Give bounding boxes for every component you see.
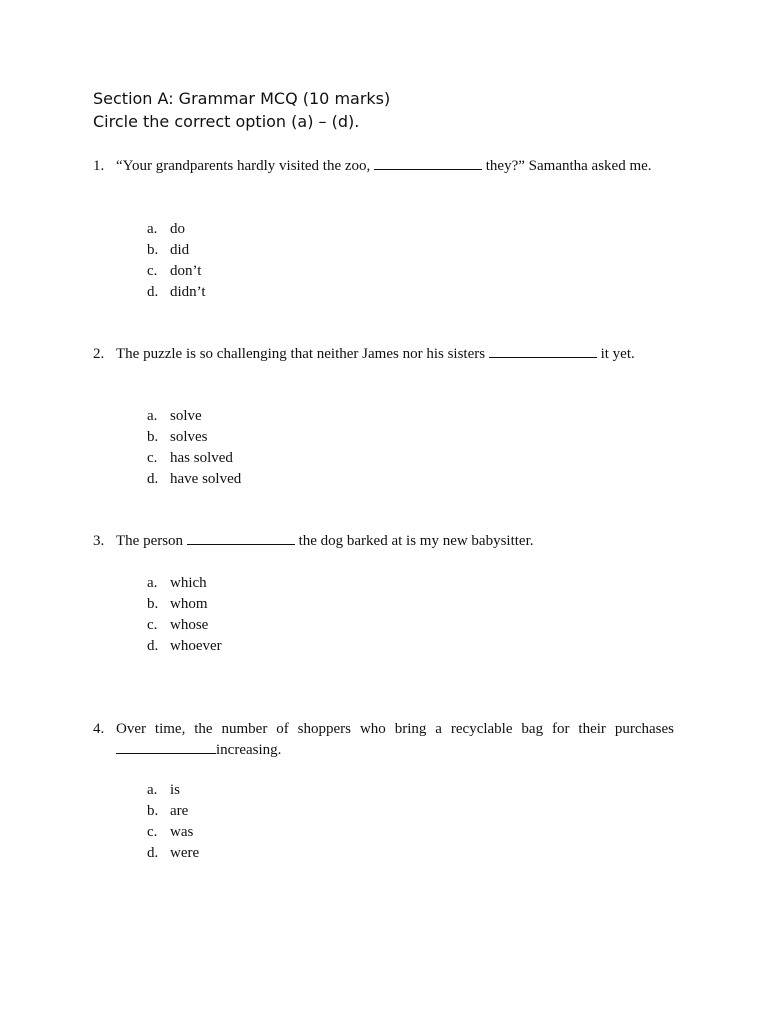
option-c[interactable] [147, 822, 199, 843]
question-3-options [147, 573, 222, 657]
question-1 [93, 156, 674, 177]
option-letter: c. [147, 263, 158, 279]
question-number: 1. [93, 158, 105, 174]
option-letter: c. [147, 824, 158, 840]
question-1-options [147, 219, 206, 303]
question-text [116, 531, 674, 552]
option-c[interactable] [147, 615, 222, 636]
option-letter: a. [147, 221, 158, 237]
option-text: whose [170, 617, 209, 633]
option-letter: b. [147, 242, 159, 258]
option-a[interactable] [147, 406, 241, 427]
question-text-after: it yet. [596, 346, 635, 362]
option-letter: d. [147, 845, 159, 861]
option-b[interactable] [147, 801, 199, 822]
option-text: solve [170, 408, 202, 424]
option-d[interactable] [147, 469, 241, 490]
question-number: 2. [93, 346, 105, 362]
question-3 [93, 531, 674, 552]
option-c[interactable] [147, 261, 206, 282]
option-text: whoever [170, 638, 222, 654]
question-4 [93, 719, 674, 761]
question-2-options [147, 406, 241, 490]
option-letter: a. [147, 408, 158, 424]
option-a[interactable] [147, 573, 222, 594]
question-text [116, 344, 674, 365]
option-d[interactable] [147, 843, 199, 864]
answer-blank [187, 531, 295, 545]
option-letter: d. [147, 638, 159, 654]
option-letter: a. [147, 782, 158, 798]
answer-blank [116, 740, 216, 754]
option-text: which [170, 575, 207, 591]
question-text [116, 156, 674, 177]
option-letter: b. [147, 596, 159, 612]
option-text: did [170, 242, 190, 258]
option-text: solves [170, 429, 208, 445]
option-text: whom [170, 596, 208, 612]
option-b[interactable] [147, 594, 222, 615]
question-text-before: The puzzle is so challenging that neither James nor his sisters [116, 346, 489, 362]
option-text: do [170, 221, 185, 237]
question-4-options [147, 780, 199, 864]
option-text: are [170, 803, 189, 819]
option-text: is [170, 782, 181, 798]
option-letter: c. [147, 450, 158, 466]
question-text-after: the dog barked at is my new babysitter. [294, 533, 534, 549]
option-d[interactable] [147, 636, 222, 657]
question-text [116, 719, 674, 761]
option-letter: d. [147, 471, 159, 487]
option-letter: a. [147, 575, 158, 591]
option-c[interactable] [147, 448, 241, 469]
section-title: Section A: Grammar MCQ (10 marks) [93, 89, 391, 108]
question-number: 4. [93, 721, 105, 737]
option-a[interactable] [147, 780, 199, 801]
option-d[interactable] [147, 282, 206, 303]
question-number: 3. [93, 533, 105, 549]
option-a[interactable] [147, 219, 206, 240]
question-text-before: The person [116, 533, 187, 549]
option-letter: d. [147, 284, 159, 300]
option-text: has solved [170, 450, 233, 466]
answer-blank [374, 156, 482, 170]
option-text: didn’t [170, 284, 206, 300]
option-text: have solved [170, 471, 242, 487]
question-2 [93, 344, 674, 365]
option-text: was [170, 824, 194, 840]
option-letter: c. [147, 617, 158, 633]
option-text: were [170, 845, 200, 861]
option-letter: b. [147, 803, 159, 819]
option-b[interactable] [147, 427, 241, 448]
question-text-after: they?” Samantha asked me. [482, 158, 652, 174]
option-text: don’t [170, 263, 202, 279]
option-letter: b. [147, 429, 159, 445]
answer-blank [489, 344, 597, 358]
question-text-after: increasing. [216, 742, 282, 758]
section-instruction: Circle the correct option (a) – (d). [93, 112, 360, 131]
question-text-before: Over time, the number of shoppers who bring a recyclable bag for their purchases [116, 721, 674, 737]
option-b[interactable] [147, 240, 206, 261]
question-text-before: “Your grandparents hardly visited the zoo, [116, 158, 375, 174]
